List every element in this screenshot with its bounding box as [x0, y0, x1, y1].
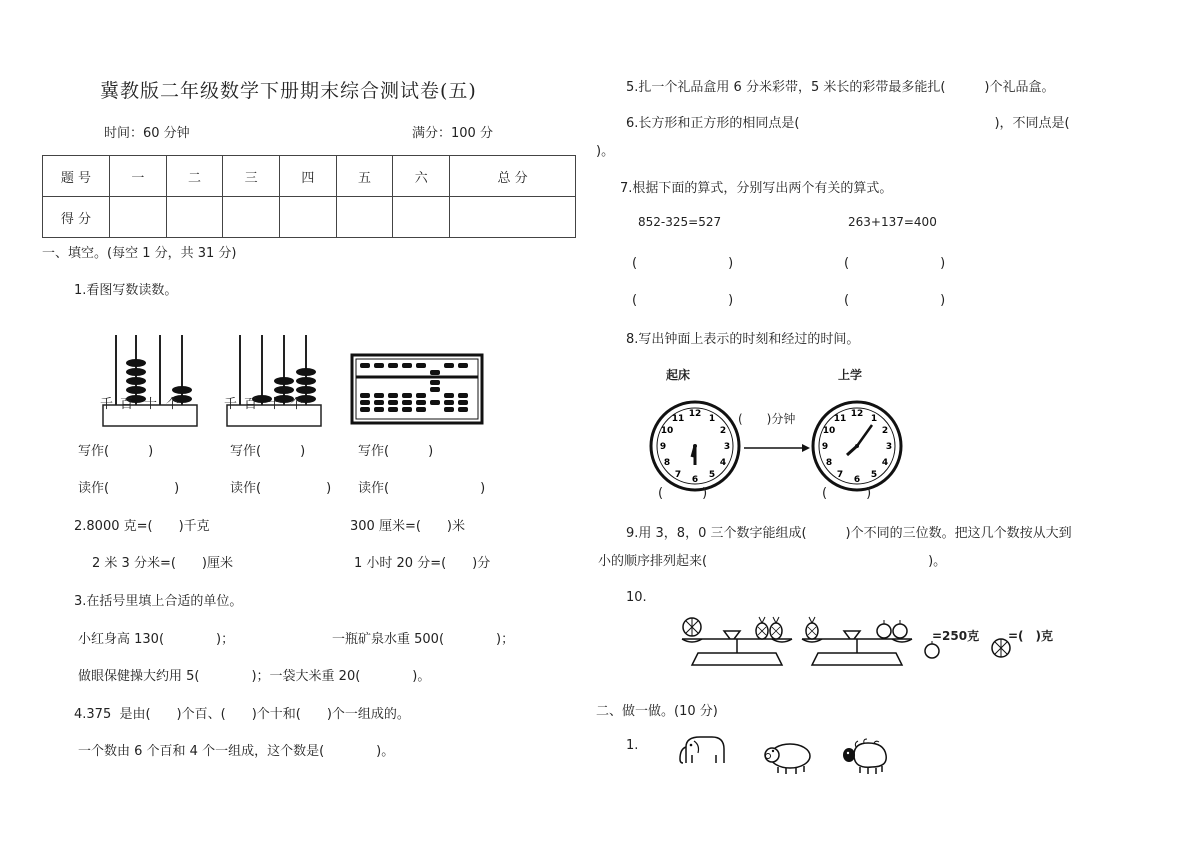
q2-item-3[interactable]: 2 米 3 分米=( )厘米: [92, 556, 233, 571]
score-table-header: 总 分: [450, 156, 576, 197]
svg-text:6: 6: [692, 475, 699, 485]
score-cell[interactable]: [280, 197, 337, 238]
pig-icon: [754, 724, 814, 779]
score-table-header: 三: [223, 156, 280, 197]
q7-blank[interactable]: ( ): [632, 256, 734, 271]
q2-item-4[interactable]: 1 小时 20 分=( )分: [354, 556, 491, 571]
score-table: [42, 155, 576, 238]
q3-item-1[interactable]: 小红身高 130( )；: [78, 632, 235, 647]
svg-text:1: 1: [871, 414, 878, 424]
q3-item-3[interactable]: 做眼保健操大约用 5( )；一袋大米重 20( )。: [78, 669, 431, 684]
abacus-label: 千: [224, 397, 238, 412]
q1-write-2[interactable]: 写作( ): [230, 444, 306, 459]
clock-1-label: 起床: [666, 368, 691, 382]
svg-text:2: 2: [882, 426, 889, 436]
q7-equation-2: 263+137=400: [848, 215, 937, 229]
svg-text:1: 1: [709, 414, 716, 424]
svg-text:8: 8: [664, 458, 671, 468]
q3-prompt: 3.在括号里填上合适的单位。: [74, 594, 243, 609]
q4-line-1[interactable]: 4.375 是由( )个百、( )个十和( )个一组成的。: [74, 707, 410, 722]
svg-text:4: 4: [720, 458, 727, 468]
score-table-header: 四: [280, 156, 337, 197]
svg-text:6: 6: [854, 475, 861, 485]
score-cell[interactable]: [450, 197, 576, 238]
svg-text:5: 5: [709, 470, 716, 480]
q6-line-1[interactable]: 6.长方形和正方形的相同点是( )，不同点是(: [626, 116, 1070, 131]
abacus-1-drawing: [102, 335, 198, 427]
section2-heading: 二、做一做。(10 分): [596, 704, 718, 719]
q1-read-1[interactable]: 读作( ): [78, 481, 180, 496]
q2-item-2[interactable]: 300 厘米=( )米: [350, 519, 465, 534]
clock-2-time-blank[interactable]: ( ): [822, 486, 872, 501]
svg-text:4: 4: [882, 458, 889, 468]
abacus-2: [218, 320, 314, 412]
svg-text:3: 3: [886, 442, 893, 452]
clock-1-time-blank[interactable]: ( ): [658, 486, 708, 501]
score-table-header: 题 号: [43, 156, 110, 197]
abacus-label: 十: [144, 397, 158, 412]
svg-text:11: 11: [834, 414, 847, 424]
svg-text:8: 8: [826, 458, 833, 468]
svg-text:11: 11: [672, 414, 685, 424]
melon-weight-blank[interactable]: =( )克: [1008, 629, 1054, 643]
q9-line-1[interactable]: 9.用 3，8，0 三个数字能组成( )个不同的三位数。把这几个数按从大到: [626, 526, 1072, 541]
score-table-header: 五: [336, 156, 393, 197]
score-cell[interactable]: [110, 197, 167, 238]
score-cell[interactable]: [336, 197, 393, 238]
abacus-label: 个: [166, 397, 180, 412]
score-table-header: 二: [166, 156, 223, 197]
q7-blank[interactable]: ( ): [844, 256, 946, 271]
suanpan-icon: [342, 338, 484, 429]
abacus-label: 十: [268, 397, 282, 412]
q7-blank[interactable]: ( ): [632, 293, 734, 308]
q3-item-2[interactable]: 一瓶矿泉水重 500( )；: [332, 632, 515, 647]
suanpan-drawing: [350, 353, 484, 425]
abacus-label: 百: [244, 397, 258, 412]
section1-heading: 一、填空。(每空 1 分，共 31 分): [42, 246, 237, 261]
clock-1-icon: [640, 384, 742, 497]
elephant-icon: [668, 718, 728, 777]
score-cell[interactable]: [223, 197, 280, 238]
balance-scale-icon: [670, 598, 918, 675]
exam-time: 时间：60 分钟: [104, 126, 190, 141]
q7-prompt: 7.根据下面的算式，分别写出两个有关的算式。: [620, 181, 893, 196]
svg-text:9: 9: [660, 442, 667, 452]
score-row-label: 得 分: [43, 197, 110, 238]
abacus-label: 千: [100, 397, 114, 412]
score-cell[interactable]: [166, 197, 223, 238]
score-cell[interactable]: [393, 197, 450, 238]
sheep-icon: [832, 722, 892, 779]
svg-text:7: 7: [675, 470, 682, 480]
q9-line-2[interactable]: 小的顺序排列起来( )。: [598, 554, 947, 569]
section2-q1-number: 1.: [626, 738, 639, 753]
clock-2-icon: [802, 384, 904, 497]
q1-read-3[interactable]: 读作( ): [358, 481, 486, 496]
q5[interactable]: 5.扎一个礼品盒用 6 分米彩带，5 米长的彩带最多能扎( )个礼品盒。: [626, 80, 1055, 95]
page-title: 冀教版二年级数学下册期末综合测试卷(五): [100, 80, 477, 102]
svg-text:12: 12: [851, 409, 864, 419]
q4-line-2[interactable]: 一个数由 6 个百和 4 个一组成，这个数是( )。: [78, 744, 395, 759]
q1-write-1[interactable]: 写作( ): [78, 444, 154, 459]
abacus-1: [94, 320, 190, 412]
q6-line-2[interactable]: )。: [596, 144, 615, 159]
q1-prompt: 1.看图写数读数。: [74, 283, 178, 298]
apple-weight: =250克: [932, 629, 980, 643]
q8-prompt: 8.写出钟面上表示的时刻和经过的时间。: [626, 332, 860, 347]
svg-text:2: 2: [720, 426, 727, 436]
svg-text:12: 12: [689, 409, 702, 419]
abacus-label: 百: [120, 397, 134, 412]
q7-blank[interactable]: ( ): [844, 293, 946, 308]
score-table-header: 六: [393, 156, 450, 197]
q1-write-3[interactable]: 写作( ): [358, 444, 434, 459]
svg-text:10: 10: [823, 426, 836, 436]
svg-text:10: 10: [661, 426, 674, 436]
q1-read-2[interactable]: 读作( ): [230, 481, 332, 496]
arrow-right-icon: [736, 427, 810, 457]
q7-equation-1: 852-325=527: [638, 215, 722, 229]
q2-item-1[interactable]: 2.8000 克=( )千克: [74, 519, 210, 534]
score-table-header: 一: [110, 156, 167, 197]
svg-text:7: 7: [837, 470, 844, 480]
q10-number: 10.: [626, 590, 647, 605]
svg-text:3: 3: [724, 442, 731, 452]
balance-scales-drawing: [678, 613, 918, 671]
abacus-2-drawing: [226, 335, 322, 427]
svg-text:9: 9: [822, 442, 829, 452]
svg-text:5: 5: [871, 470, 878, 480]
clock-elapsed-minutes[interactable]: ( )分钟: [738, 412, 796, 426]
clock-2-label: 上学: [838, 368, 863, 382]
clock-2-face: [810, 399, 904, 493]
abacus-label: 个: [290, 397, 304, 412]
full-score: 满分：100 分: [412, 126, 493, 141]
clock-1-face: [648, 399, 742, 493]
